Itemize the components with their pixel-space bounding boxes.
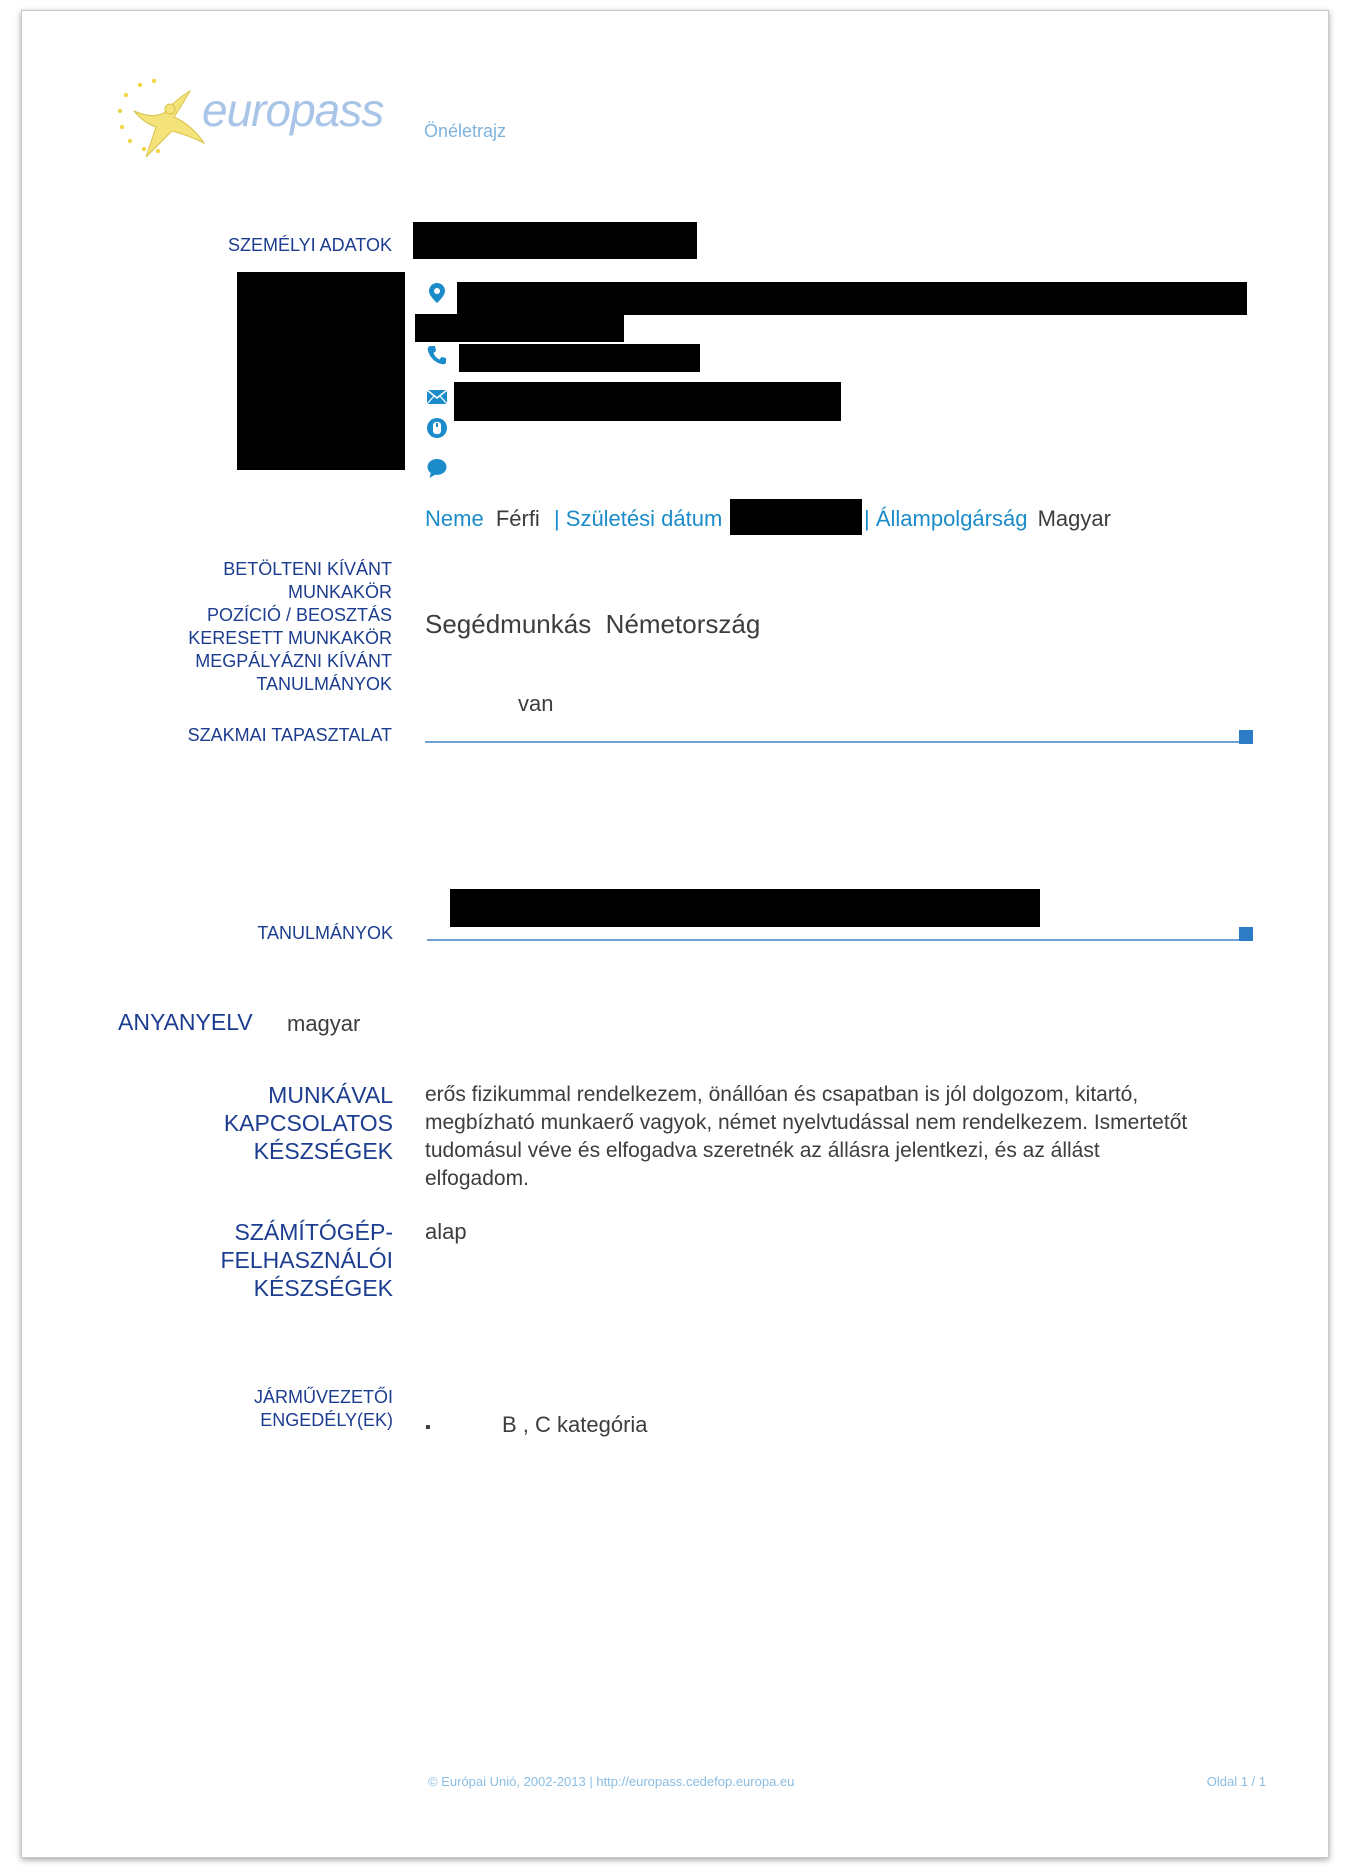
job-applied-heading-line: BETÖLTENI KÍVÁNT	[223, 559, 392, 579]
job-skills-text	[425, 1081, 1187, 1193]
job-skills-line: tudomásul véve és elfogadva szeretnék az állásra jelentkezi, és az állást	[425, 1139, 1100, 1162]
computer-skills-heading-line: KÉSZSÉGEK	[253, 1275, 393, 1301]
job-applied-heading-line: TANULMÁNYOK	[256, 674, 392, 694]
education-heading: TANULMÁNYOK	[257, 923, 393, 943]
education-rule	[427, 939, 1253, 941]
sex-value: Férfi	[495, 506, 540, 531]
footer-copyright: © Európai Unió, 2002-2013 | http://europass.cedefop.europa.eu	[428, 1774, 795, 1789]
driving-licence-heading	[122, 1386, 393, 1432]
job-applied-heading-line: MUNKAKÖR	[287, 582, 392, 602]
job-skills-line: erős fizikummal rendelkezem, önállóan és csapatban is jól dolgozom, kitartó,	[425, 1083, 1139, 1106]
nationality-value: Magyar	[1037, 506, 1111, 531]
envelope-icon	[426, 386, 448, 408]
website-icon	[426, 417, 448, 439]
redacted-name	[413, 222, 697, 259]
work-experience-value: van	[518, 691, 554, 716]
driving-licence-value: B , C kategória	[502, 1412, 648, 1437]
driving-bullet: ▪	[425, 1419, 431, 1436]
nationality-line	[864, 506, 1111, 532]
driving-licence-heading-line: JÁRMŰVEZETŐI	[253, 1387, 393, 1407]
education-marker	[1239, 927, 1253, 941]
job-skills-line: megbízható munkaerő vagyok, német nyelvtudással nem rendelkezem. Ismertetőt	[425, 1111, 1188, 1134]
job-skills-heading-line: KÉSZSÉGEK	[253, 1138, 393, 1164]
computer-skills-value: alap	[425, 1219, 467, 1244]
job-applied-value: Segédmunkás Németország	[425, 609, 761, 639]
driving-licence-heading-line: ENGEDÉLY(EK)	[260, 1410, 393, 1430]
redacted-dob	[730, 499, 862, 535]
location-pin-icon	[426, 282, 448, 304]
job-skills-line: elfogadom.	[425, 1167, 529, 1190]
redacted-address-line2	[415, 314, 624, 342]
job-skills-heading-line: KAPCSOLATOS	[223, 1110, 393, 1136]
job-applied-heading-line: MEGPÁLYÁZNI KÍVÁNT	[195, 651, 392, 671]
nationality-label: | Állampolgárság	[864, 506, 1028, 531]
work-experience-marker	[1239, 730, 1253, 744]
personal-info-heading: SZEMÉLYI ADATOK	[227, 235, 392, 255]
redacted-photo	[237, 272, 405, 470]
europass-logo	[112, 73, 412, 173]
computer-skills-heading	[122, 1218, 393, 1302]
job-skills-heading-line: MUNKÁVAL	[268, 1082, 393, 1108]
job-applied-heading-line: KERESETT MUNKAKÖR	[188, 628, 392, 648]
job-applied-heading-line: POZÍCIÓ / BEOSZTÁS	[206, 605, 392, 625]
europass-wordmark: europass	[202, 84, 384, 136]
computer-skills-heading-line: SZÁMÍTÓGÉP-	[234, 1219, 393, 1245]
chat-bubble-icon	[426, 457, 448, 479]
mother-tongue-heading: ANYANYELV	[118, 1009, 253, 1035]
job-skills-heading	[122, 1081, 393, 1165]
work-experience-rule	[425, 741, 1253, 743]
footer-page-number: Oldal 1 / 1	[1206, 1774, 1266, 1789]
personal-details-line	[425, 506, 722, 532]
job-applied-heading	[122, 558, 392, 696]
redacted-phone	[459, 344, 700, 372]
redacted-address-line1	[457, 282, 1247, 315]
phone-icon	[426, 344, 448, 366]
work-experience-heading: SZAKMAI TAPASZTALAT	[187, 725, 392, 745]
redacted-education	[450, 889, 1040, 927]
cv-page	[21, 10, 1329, 1858]
document-subtitle: Önéletrajz	[424, 121, 507, 141]
mother-tongue-value: magyar	[287, 1011, 361, 1036]
sex-label: Neme	[425, 506, 484, 531]
redacted-email	[454, 382, 841, 421]
dob-label: | Születési dátum	[553, 506, 723, 531]
computer-skills-heading-line: FELHASZNÁLÓI	[220, 1247, 393, 1273]
